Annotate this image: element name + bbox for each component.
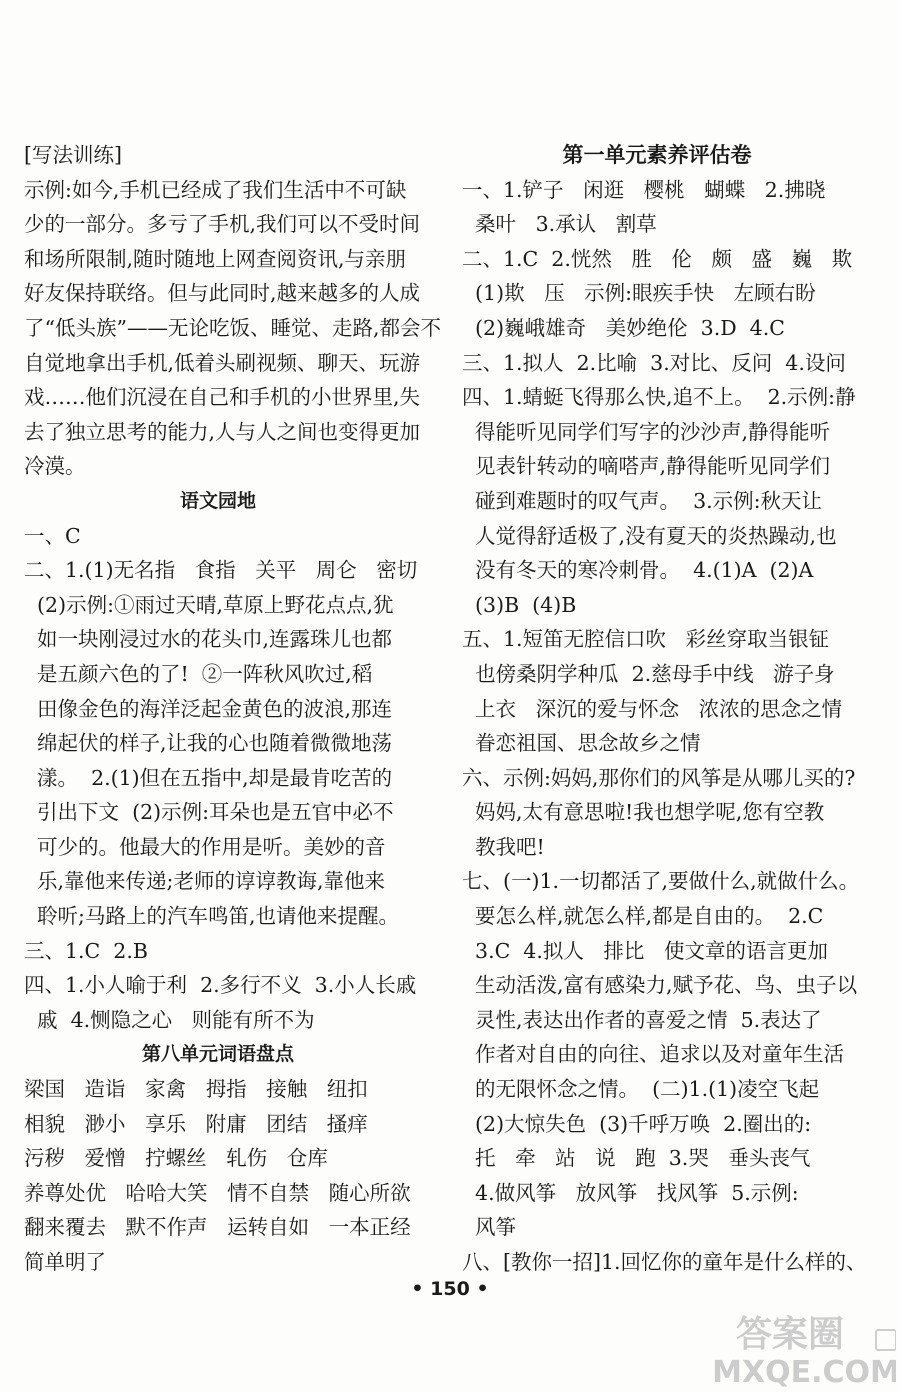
text-line: 少的一部分。多亏了手机,我们可以不受时间 <box>24 212 421 237</box>
text-line: 漾。 2.(1)但在五指中,却是最肯吃苦的 <box>24 765 393 790</box>
text-line: 二、1.(1)无名指 食指 关平 周仑 密切 <box>24 558 418 583</box>
watermark-graphic <box>706 1304 896 1388</box>
text-line: 教我吧! <box>462 834 545 859</box>
text-line: 风筝 <box>462 1215 517 1240</box>
text-line: (2)示例:①雨过天晴,草原上野花点点,犹 <box>24 592 394 617</box>
text-line: 七、(一)1.一切都活了,要做什么,就做什么。 <box>462 869 860 894</box>
text-line: 自觉地拿出手机,低着头刷视频、聊天、玩游 <box>24 350 421 375</box>
section-heading: 第八单元词语盘点 <box>141 1043 294 1066</box>
text-line: 四、1.蜻蜓飞得那么快,追不上。 2.示例:静 <box>462 385 856 410</box>
section-heading: 第一单元素养评估卷 <box>562 143 752 167</box>
text-line: 示例:如今,手机已经成了我们生活中不可缺 <box>24 177 407 202</box>
text-line: 三、1.C 2.B <box>24 938 148 963</box>
text-line: 乐,靠他来传递;老师的谆谆教诲,靠他来 <box>24 869 385 894</box>
text-line: (1)欺 压 示例:眼疾手快 左顾右盼 <box>462 281 816 306</box>
section-heading: 语文园地 <box>179 489 256 512</box>
text-line: 如一块刚浸过水的花头巾,连露珠儿也都 <box>24 627 393 652</box>
text-line: 二、1.C 2.恍然 胜 伦 颇 盛 巍 欺 <box>462 246 853 271</box>
text-line: 戚 4.恻隐之心 则能有所不为 <box>24 1007 315 1032</box>
text-line: 梁国 造诣 家禽 拇指 接触 纽扣 <box>24 1077 368 1102</box>
text-line: 是五颜六色的了! ②一阵秋风吹过,稻 <box>24 661 373 686</box>
text-line: 五、1.短笛无腔信口吹 彩丝穿取当银钲 <box>462 627 830 652</box>
text-line: 田像金色的海洋泛起金黄色的波浪,那连 <box>24 696 393 721</box>
watermark-url: MXQE.COM <box>712 1355 896 1388</box>
page-number: • 150 • <box>411 1278 489 1300</box>
watermark-title: 答案圈 <box>735 1314 845 1355</box>
text-line: 人觉得舒适极了,没有夏天的炎热躁动,也 <box>462 523 837 548</box>
text-line: 3.C 4.拟人 排比 使文章的语言更加 <box>462 938 828 963</box>
left-column <box>24 138 441 1280</box>
text-line: 碰到难题时的叹气声。 3.示例:秋天让 <box>462 488 823 513</box>
text-line: 没有冬天的寒冷刺骨。 4.(1)A (2)A <box>462 558 814 583</box>
text-line: 了“低头族”——无论吃饭、睡觉、走路,都会不 <box>24 315 441 340</box>
text-line: 得能听见同学们写字的沙沙声,静得能听 <box>462 419 831 444</box>
text-line: 作者对自由的向往、追求以及对童年生活 <box>462 1042 845 1067</box>
text-line: 冷漠。 <box>24 454 86 479</box>
text-line: 眷恋祖国、思念故乡之情 <box>462 731 701 756</box>
text-line: 六、示例:妈妈,那你们的风筝是从哪儿买的? <box>462 765 856 790</box>
text-line: 八、[教你一招]1.回忆你的童年是什么样的、 <box>462 1250 867 1274</box>
text-line: 一、1.铲子 闲逛 樱桃 蝴蝶 2.拂晓 <box>462 177 826 202</box>
text-line: 去了独立思考的能力,人与人之间也变得更加 <box>24 419 421 444</box>
text-line: 4.做风筝 放风筝 找风筝 5.示例: <box>462 1180 799 1205</box>
text-line: 聆听;马路上的汽车鸣笛,也请他来提醒。 <box>24 904 399 929</box>
text-line: 好友保持联络。但与此同时,越来越多的人成 <box>24 281 421 306</box>
text-line: 简单明了 <box>24 1250 106 1274</box>
text-line: (2)巍峨雄奇 美妙绝伦 3.D 4.C <box>462 315 785 340</box>
text-line: 的无限怀念之情。 (二)1.(1)凌空飞起 <box>462 1077 820 1102</box>
text-line: 灵性,表达出作者的喜爱之情 5.表达了 <box>462 1007 822 1032</box>
text-line: 上衣 深沉的爱与怀念 浓浓的思念之情 <box>462 696 843 721</box>
text-line: 可少的。他最大的作用是听。美妙的音 <box>24 834 386 859</box>
text-line: 托 牵 站 说 跑 3.哭 垂头丧气 <box>462 1146 811 1171</box>
text-line: 一、C <box>24 523 81 548</box>
text-line: 污秽 爱憎 拧螺丝 轧伤 仓库 <box>24 1146 328 1171</box>
text-line: (2)大惊失色 (3)千呼万唤 2.圈出的: <box>462 1111 812 1136</box>
text-line: 桑叶 3.承认 割草 <box>462 212 657 237</box>
text-line: 见表针转动的嘀嗒声,静得能听见同学们 <box>462 454 831 479</box>
text-line: 四、1.小人喻于利 2.多行不义 3.小人长戚 <box>24 973 417 998</box>
text-line: 养尊处优 哈哈大笑 情不自禁 随心所欲 <box>24 1180 411 1205</box>
text-line: 三、1.拟人 2.比喻 3.对比、反问 4.设问 <box>462 350 846 375</box>
text-line: 和场所限制,随时随地上网查阅资讯,与亲朋 <box>24 246 407 271</box>
watermark-badge-icon <box>876 1330 896 1350</box>
text-line: 翻来覆去 默不作声 运转自如 一本正经 <box>24 1215 411 1240</box>
text-line: 绵起伏的样子,让我的心也随着微微地荡 <box>24 731 393 756</box>
text-line: [写法训练] <box>24 143 122 167</box>
text-line: 相貌 渺小 享乐 附庸 团结 搔痒 <box>24 1111 368 1136</box>
text-line: 生动活泼,富有感染力,赋予花、鸟、虫子以 <box>462 973 858 998</box>
text-line: 妈妈,太有意思啦!我也想学呢,您有空教 <box>462 800 825 825</box>
text-line: 要怎么样,就怎么样,都是自由的。 2.C <box>462 904 824 929</box>
text-line: 引出下文 (2)示例:耳朵也是五官中必不 <box>24 800 394 825</box>
text-line: (3)B (4)B <box>462 592 577 617</box>
text-line: 戏……他们沉浸在自己和手机的小世界里,失 <box>24 385 421 410</box>
watermark-logo <box>706 1304 896 1388</box>
right-column <box>462 138 867 1280</box>
text-line: 也傍桑阴学种瓜 2.慈母手中线 游子身 <box>462 661 835 686</box>
